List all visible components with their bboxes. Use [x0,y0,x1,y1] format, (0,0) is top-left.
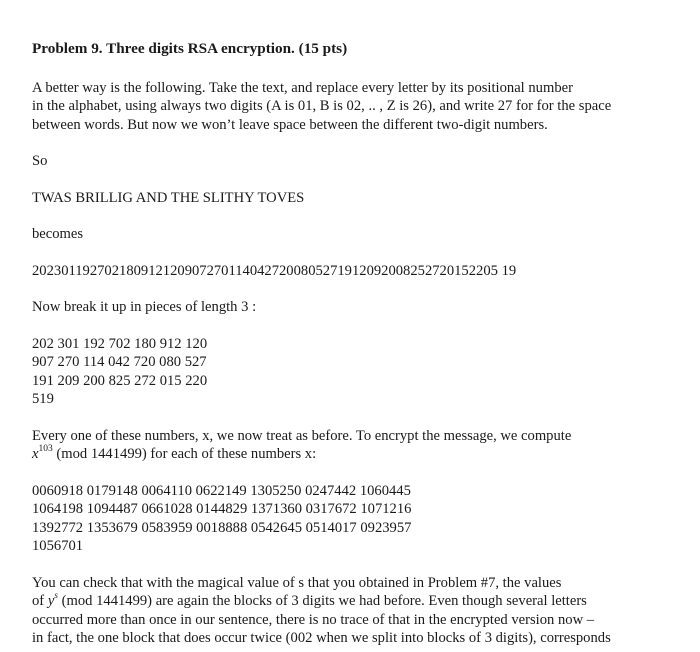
encrypt-line-2-rest: (mod 1441499) for each of these numbers x: [52,446,317,462]
document-page [32,40,657,648]
so-text: So [32,153,48,169]
intro-line-2: in the alphabet, using always two digits (A is 01, B is 02, .. , Z is 26), and write 27 for for the space [32,98,612,114]
blocks-row-2: 907 270 114 042 720 080 527 [32,354,207,370]
cipher-row-1: 0060918 0179148 0064110 0622149 1305250 0247442 1060445 [32,482,411,499]
intro-paragraph [32,79,657,135]
exponent-s: s [54,591,58,602]
closing-paragraph [32,574,657,648]
encrypt-paragraph [32,427,657,464]
exponent-103: 103 [38,444,53,455]
closing-line-3: occurred more than once in our sentence, there is no trace of that in the encrypted version now – [32,611,595,628]
closing-line-4: in fact, the one block that does occur twice (002 when we split into blocks of 3 digits), corresponds [32,630,611,646]
intro-line-1: A better way is the following. Take the text, and replace every letter by its positional number [32,79,573,96]
var-y: y [47,593,55,609]
closing-line-2 [32,592,657,611]
cipher-row-3: 1392772 1353679 0583959 0018888 0542645 0514017 0923957 [32,519,412,536]
cipher-list [32,482,657,556]
blocks-list [32,335,657,409]
blocks-row-3: 191 209 200 825 272 015 220 [32,372,208,389]
closing-line-2-pre: of [32,593,48,609]
blocks-row-1: 202 301 192 702 180 912 120 [32,335,208,352]
encoded-digits: 2023011927021809121209072701140427200805271912092008252720152205 19 [32,262,517,279]
cipher-row-2: 1064198 1094487 0661028 0144829 1371360 0317672 1071216 [32,501,412,517]
var-x: x [32,446,39,462]
closing-line-1: You can check that with the magical value of s that you obtained in Problem #7, the values [32,574,562,591]
problem-heading: Problem 9. Three digits RSA encryption. (15 pts) [32,40,348,57]
closing-line-2-rest: (mod 1441499) are again the blocks of 3 digits we had before. Even though several letters [58,593,587,609]
break-instruction: Now break it up in pieces of length 3 : [32,299,257,315]
plaintext-sentence: TWAS BRILLIG AND THE SLITHY TOVES [32,189,305,206]
encrypt-line-1: Every one of these numbers, x, we now treat as before. To encrypt the message, we compute [32,427,572,444]
becomes-text: becomes [32,226,84,242]
encrypt-line-2 [32,445,657,464]
intro-line-3: between words. But now we won’t leave space between the different two-digit numbers. [32,116,548,133]
blocks-row-4: 519 [32,391,54,407]
cipher-row-4: 1056701 [32,538,84,554]
